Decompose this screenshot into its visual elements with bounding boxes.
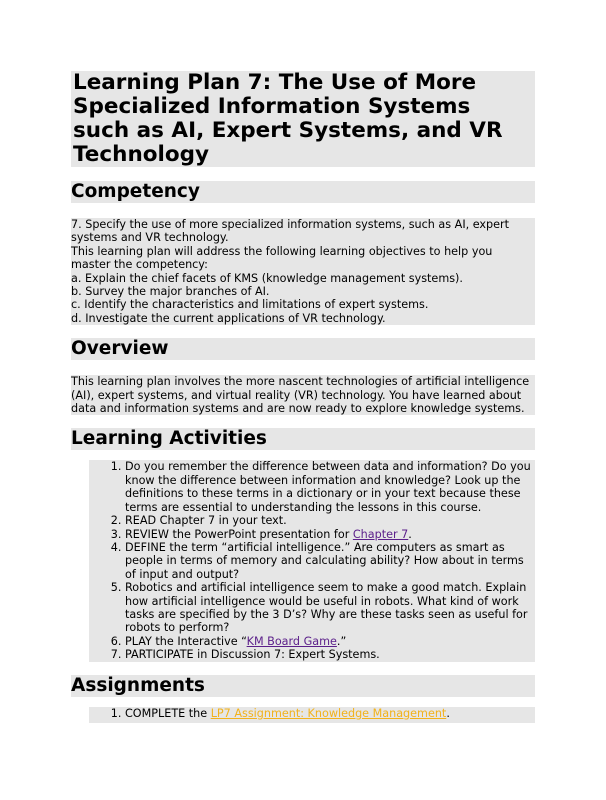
activity-6-text: PLAY the Interactive “: [125, 634, 247, 648]
learning-activities-list: [89, 460, 535, 661]
km-board-game-link[interactable]: KM Board Game: [246, 634, 337, 648]
assignments-list: [89, 707, 535, 720]
competency-heading: Competency: [71, 181, 535, 203]
activity-6: [125, 635, 535, 648]
overview-section: [71, 338, 535, 360]
learning-activities-section: [71, 428, 535, 450]
assignment-1-suffix: .: [446, 706, 450, 720]
assignments-list-wrap: [89, 707, 535, 723]
overview-heading: Overview: [71, 338, 169, 360]
learning-activities-heading: Learning Activities: [71, 428, 267, 450]
lp7-assignment-link[interactable]: LP7 Assignment: Knowledge Management: [210, 706, 447, 720]
document-content: [71, 71, 535, 723]
objective-a: a. Explain the chief facets of KMS (knowledge management systems).: [71, 271, 463, 285]
overview-text: This learning plan involves the more nascent technologies of artificial intelligence (AI), expert systems, and virtual reality (VR) technology. You have learned about data and information systems and are now ready to explore knowledge systems.: [71, 375, 535, 415]
objective-d: d. Investigate the current applications of VR technology.: [71, 311, 386, 325]
page-title: Learning Plan 7: The Use of More Specialized Information Systems such as AI, Expert Systems, and VR Technology: [71, 71, 535, 167]
activity-6-suffix: .”: [336, 634, 347, 648]
activity-2: 2. READ Chapter 7 in your text.: [125, 514, 535, 527]
activity-1: 1. Do you remember the difference between data and information? Do you know the difference between information and knowledge? Look up the definitions to these terms in a dictionary or in your text because these terms are essential to understanding the lessons in this course.: [125, 460, 535, 514]
activity-3-suffix: .: [408, 527, 412, 541]
activity-3-text: REVIEW the PowerPoint presentation for: [125, 527, 353, 541]
assignment-1-text: COMPLETE the: [125, 706, 211, 720]
activity-4: 4. DEFINE the term “artificial intelligence.” Are computers as smart as people in terms of memory and calculating ability? How about in terms of input and output?: [125, 541, 535, 581]
competency-line-2: This learning plan will address the following learning objectives to help you master the competency:: [71, 244, 493, 272]
activity-5: 5. Robotics and artificial intelligence seem to make a good match. Explain how artificial intelligence would be useful in robots. What kind of work tasks are specified by the 3 D’s? Why are these tasks seen as useful for robots to perform?: [125, 581, 535, 635]
activity-7: 7. PARTICIPATE in Discussion 7: Expert Systems.: [125, 648, 535, 661]
chapter-7-link[interactable]: Chapter 7: [352, 527, 409, 541]
assignments-section: [71, 675, 535, 697]
activity-3: [125, 528, 535, 541]
assignments-heading: Assignments: [71, 674, 205, 696]
competency-text: [71, 218, 535, 325]
competency-section: [71, 181, 535, 203]
competency-line-1: 7. Specify the use of more specialized information systems, such as AI, expert systems and VR technology.: [71, 218, 510, 245]
learning-activities-list-wrap: [89, 460, 535, 661]
objective-c: c. Identify the characteristics and limitations of expert systems.: [71, 298, 429, 312]
objective-b: b. Survey the major branches of AI.: [71, 285, 270, 299]
assignment-1: [125, 707, 535, 720]
